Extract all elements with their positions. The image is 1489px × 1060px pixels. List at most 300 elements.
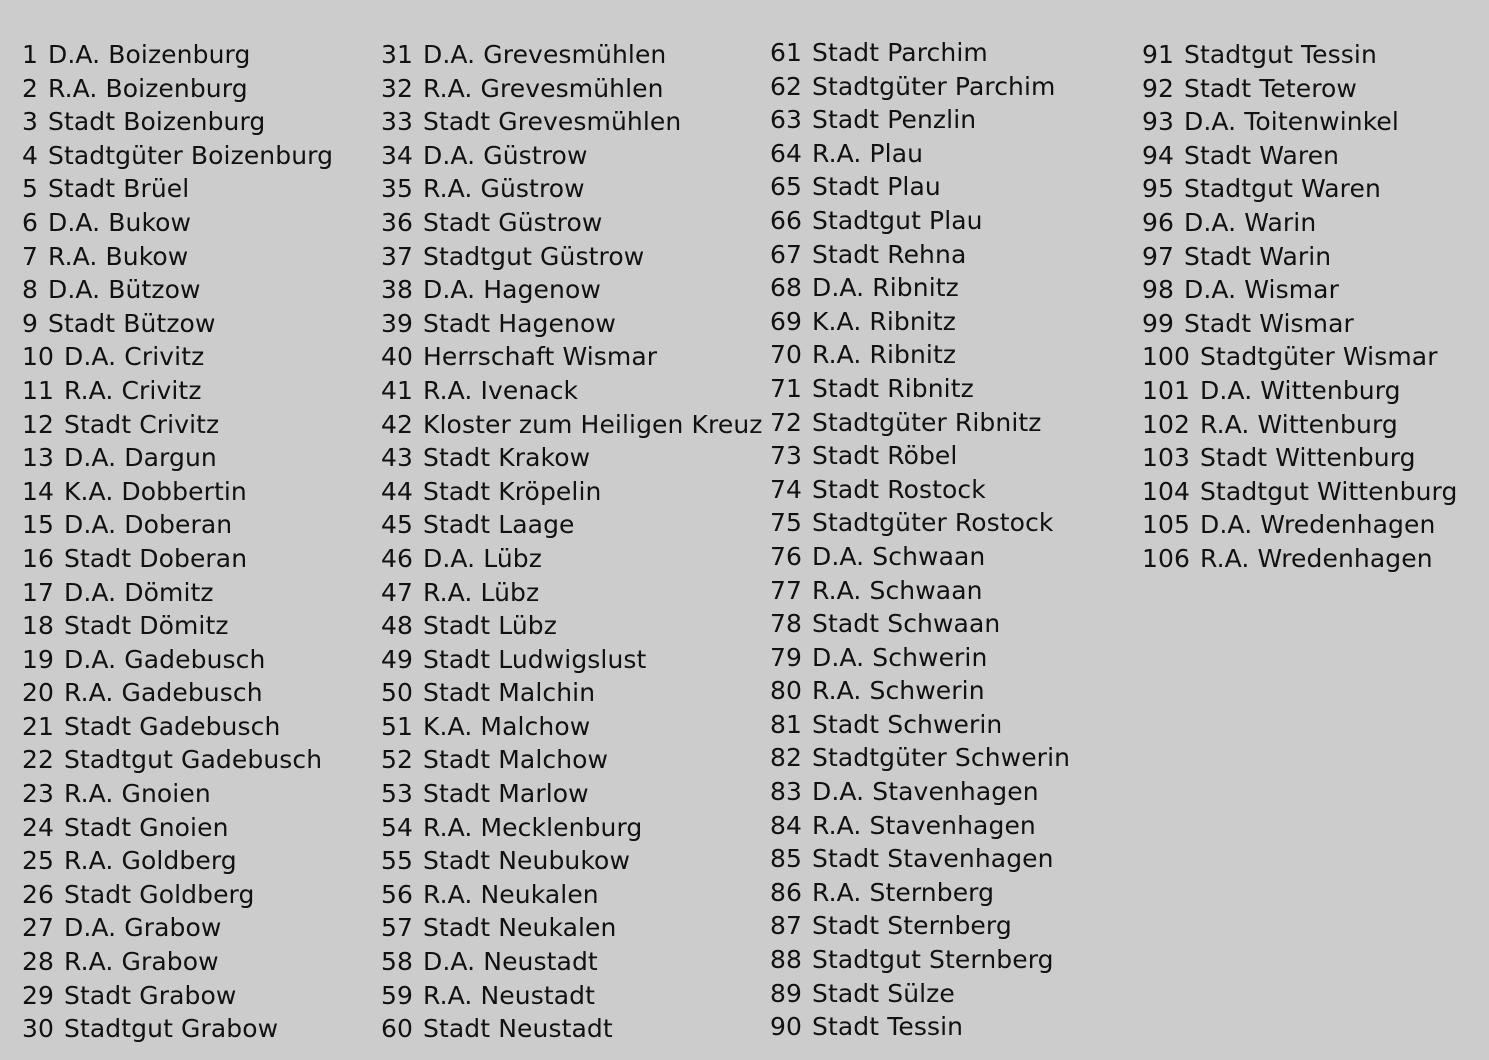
entry-name: Stadt Ribnitz [812, 373, 974, 403]
entry-number: 66 [770, 205, 803, 235]
entry-number: 92 [1142, 73, 1175, 103]
entry-number: 101 [1142, 375, 1191, 405]
entry-number: 29 [22, 980, 55, 1010]
entry-name: R.A. Grabow [64, 947, 219, 977]
legend-entry [381, 172, 762, 206]
legend-entry [770, 36, 1070, 70]
legend-entry [770, 506, 1070, 540]
legend-entry [770, 842, 1070, 876]
legend-entry [770, 1010, 1070, 1044]
entry-name: Kloster zum Heiligen Kreuz [423, 409, 763, 439]
legend-entry [770, 674, 1070, 708]
legend-entry [770, 641, 1070, 675]
entry-number: 86 [770, 877, 803, 907]
entry-number: 91 [1142, 40, 1175, 69]
legend-entry [22, 139, 333, 173]
entry-name: R.A. Boizenburg [48, 73, 248, 103]
entry-number: 83 [770, 777, 803, 807]
entry-name: Stadt Rehna [812, 239, 967, 269]
entry-number: 18 [22, 611, 55, 641]
entry-name: D.A. Wredenhagen [1200, 510, 1436, 540]
legend-entry [381, 139, 762, 173]
entry-name: R.A. Ribnitz [812, 340, 957, 370]
entry-name: Stadt Rostock [812, 474, 986, 504]
entry-name: D.A. Crivitz [64, 342, 205, 372]
entry-number: 103 [1142, 443, 1191, 473]
entry-name: Stadt Güstrow [423, 207, 603, 237]
entry-name: Stadt Brüel [48, 174, 190, 204]
entry-number: 7 [22, 241, 39, 271]
entry-number: 102 [1142, 409, 1191, 439]
entry-number: 34 [381, 140, 414, 170]
entry-number: 97 [1142, 241, 1175, 271]
entry-name: R.A. Grevesmühlen [423, 73, 664, 103]
entry-name: Stadtgut Wittenburg [1200, 476, 1458, 506]
entry-name: Stadt Tessin [812, 1012, 964, 1042]
entry-name: K.A. Ribnitz [812, 306, 957, 336]
entry-number: 5 [22, 174, 39, 204]
entry-number: 50 [381, 678, 414, 708]
entry-name: K.A. Dobbertin [64, 476, 247, 506]
entry-name: Stadt Sülze [812, 978, 955, 1008]
entry-name: D.A. Wittenburg [1200, 375, 1401, 405]
entry-number: 21 [22, 711, 55, 741]
legend-entry [770, 305, 1070, 339]
entry-name: Stadt Malchow [423, 745, 609, 775]
legend-entry [381, 475, 762, 509]
entry-number: 45 [381, 510, 414, 540]
entry-name: K.A. Malchow [423, 711, 591, 741]
entry-name: Stadtgüter Ribnitz [812, 407, 1042, 437]
legend-entry [381, 609, 762, 643]
entry-number: 63 [770, 105, 803, 135]
legend-entry [22, 72, 333, 106]
legend-entry [22, 206, 333, 240]
legend-entry [22, 811, 333, 845]
legend-column-2 [381, 38, 762, 1046]
legend-entry [22, 105, 333, 139]
entry-name: Stadt Schwaan [812, 609, 1001, 639]
entry-number: 6 [22, 207, 39, 237]
legend-entry [381, 710, 762, 744]
legend-entry [381, 945, 762, 979]
entry-name: Stadt Penzlin [812, 105, 977, 135]
entry-number: 55 [381, 846, 414, 876]
legend-entry [381, 72, 762, 106]
entry-number: 26 [22, 879, 55, 909]
entry-number: 99 [1142, 308, 1175, 338]
legend-entry [1142, 441, 1457, 475]
entry-name: R.A. Plau [812, 138, 924, 168]
entry-name: D.A. Grabow [64, 913, 222, 943]
entry-name: D.A. Bützow [48, 275, 201, 305]
legend-entry [381, 307, 762, 341]
legend-entry [22, 945, 333, 979]
entry-number: 19 [22, 644, 55, 674]
entry-number: 3 [22, 107, 39, 137]
legend-entry [22, 340, 333, 374]
entry-number: 33 [381, 107, 414, 137]
legend-entry [1142, 105, 1457, 139]
entry-number: 51 [381, 711, 414, 741]
entry-name: Stadt Plau [812, 172, 941, 202]
legend-entry [770, 439, 1070, 473]
entry-name: Stadt Krakow [423, 443, 591, 473]
entry-name: D.A. Doberan [64, 510, 233, 540]
entry-name: D.A. Wismar [1184, 275, 1339, 305]
entry-name: R.A. Lübz [423, 577, 540, 607]
entry-number: 68 [770, 273, 803, 303]
legend-entry [770, 338, 1070, 372]
entry-name: Stadtgut Plau [812, 205, 983, 235]
legend-entry [381, 240, 762, 274]
legend-entry [381, 105, 762, 139]
entry-number: 52 [381, 745, 414, 775]
legend-entry [770, 977, 1070, 1011]
legend-entry [770, 876, 1070, 910]
entry-name: Stadt Neustadt [423, 1014, 613, 1044]
entry-number: 35 [381, 174, 414, 204]
legend-entry [381, 340, 762, 374]
entry-name: Stadt Warin [1184, 241, 1332, 271]
legend-entry [770, 473, 1070, 507]
entry-name: D.A. Dömitz [64, 577, 214, 607]
legend-entry [381, 878, 762, 912]
entry-name: Stadt Doberan [64, 543, 248, 573]
entry-name: Stadt Wismar [1184, 308, 1354, 338]
entry-name: R.A. Neukalen [423, 879, 599, 909]
entry-number: 38 [381, 275, 414, 305]
legend-entry [770, 406, 1070, 440]
entry-number: 84 [770, 810, 803, 840]
legend-entry [770, 170, 1070, 204]
legend-entry [381, 911, 762, 945]
entry-name: D.A. Boizenburg [48, 40, 251, 69]
entry-number: 79 [770, 642, 803, 672]
legend-entry [1142, 542, 1457, 576]
entry-name: Stadt Lübz [423, 611, 557, 641]
entry-name: R.A. Neustadt [423, 980, 596, 1010]
entry-name: R.A. Crivitz [64, 375, 202, 405]
legend-entry [22, 777, 333, 811]
legend-entry [22, 475, 333, 509]
entry-name: R.A. Mecklenburg [423, 812, 643, 842]
legend-entry [381, 811, 762, 845]
entry-name: R.A. Ivenack [423, 375, 579, 405]
entry-number: 62 [770, 71, 803, 101]
entry-number: 78 [770, 609, 803, 639]
entry-name: Stadt Crivitz [64, 409, 220, 439]
legend-entry [22, 609, 333, 643]
legend-column-4 [1142, 38, 1457, 576]
legend-entry [22, 576, 333, 610]
legend-entry [22, 172, 333, 206]
entry-name: Stadt Goldberg [64, 879, 255, 909]
entry-number: 48 [381, 611, 414, 641]
entry-number: 15 [22, 510, 55, 540]
legend-entry [770, 137, 1070, 171]
entry-name: Stadtgut Güstrow [423, 241, 645, 271]
legend-entry [770, 271, 1070, 305]
legend-entry [770, 775, 1070, 809]
legend-entry [381, 441, 762, 475]
entry-name: R.A. Schwerin [812, 676, 985, 706]
entry-number: 31 [381, 40, 414, 69]
entry-name: Stadt Parchim [812, 38, 988, 67]
entry-name: Stadt Schwerin [812, 709, 1003, 739]
legend-entry [22, 374, 333, 408]
legend-entry [22, 408, 333, 442]
legend-entry [381, 38, 762, 72]
legend-column-3 [770, 36, 1070, 1044]
legend-entry [1142, 340, 1457, 374]
entry-number: 87 [770, 911, 803, 941]
entry-name: R.A. Wittenburg [1200, 409, 1398, 439]
entry-number: 17 [22, 577, 55, 607]
legend-entry [381, 273, 762, 307]
legend-entry [22, 1012, 333, 1046]
entry-name: Stadt Stavenhagen [812, 844, 1054, 874]
entry-name: D.A. Neustadt [423, 947, 598, 977]
entry-name: Stadt Röbel [812, 441, 958, 471]
legend-entry [381, 979, 762, 1013]
entry-number: 71 [770, 373, 803, 403]
entry-number: 89 [770, 978, 803, 1008]
legend-entry [1142, 408, 1457, 442]
entry-number: 76 [770, 541, 803, 571]
legend-entry [22, 743, 333, 777]
entry-number: 81 [770, 709, 803, 739]
entry-number: 27 [22, 913, 55, 943]
legend-entry [1142, 307, 1457, 341]
entry-name: R.A. Gadebusch [64, 678, 263, 708]
entry-name: Stadt Malchin [423, 678, 596, 708]
entry-number: 77 [770, 575, 803, 605]
entry-number: 69 [770, 306, 803, 336]
legend-entry [1142, 72, 1457, 106]
entry-number: 60 [381, 1014, 414, 1044]
legend-entry [22, 38, 333, 72]
legend-entry [381, 1012, 762, 1046]
entry-name: D.A. Schwerin [812, 642, 988, 672]
entry-number: 28 [22, 947, 55, 977]
entry-number: 9 [22, 308, 39, 338]
legend-entry [381, 542, 762, 576]
entry-number: 22 [22, 745, 55, 775]
entry-name: D.A. Bukow [48, 207, 192, 237]
entry-name: Stadt Sternberg [812, 911, 1012, 941]
entry-name: Stadtgut Sternberg [812, 945, 1054, 975]
legend-entry [1142, 475, 1457, 509]
legend-entry [1142, 172, 1457, 206]
legend-column-1 [22, 38, 333, 1046]
legend-entry [22, 643, 333, 677]
entry-number: 73 [770, 441, 803, 471]
legend-entry [22, 878, 333, 912]
entry-name: D.A. Güstrow [423, 140, 588, 170]
entry-number: 25 [22, 846, 55, 876]
entry-number: 82 [770, 743, 803, 773]
entry-name: Stadtgüter Wismar [1200, 342, 1438, 372]
entry-name: R.A. Stavenhagen [812, 810, 1036, 840]
entry-name: R.A. Gnoien [64, 779, 211, 809]
legend-entry [770, 909, 1070, 943]
entry-number: 88 [770, 945, 803, 975]
entry-name: Stadtgüter Schwerin [812, 743, 1071, 773]
entry-number: 43 [381, 443, 414, 473]
entry-name: D.A. Grevesmühlen [423, 40, 667, 69]
legend-entry [381, 374, 762, 408]
legend-entry [22, 979, 333, 1013]
entry-name: D.A. Warin [1184, 207, 1317, 237]
legend-entry [22, 844, 333, 878]
legend-entry [1142, 508, 1457, 542]
entry-number: 58 [381, 947, 414, 977]
entry-number: 12 [22, 409, 55, 439]
entry-name: Stadt Boizenburg [48, 107, 266, 137]
entry-number: 85 [770, 844, 803, 874]
legend-entry [381, 777, 762, 811]
entry-name: Stadtgüter Parchim [812, 71, 1056, 101]
entry-name: D.A. Dargun [64, 443, 217, 473]
entry-name: Stadtgut Tessin [1184, 40, 1377, 69]
entry-name: R.A. Güstrow [423, 174, 585, 204]
entry-number: 105 [1142, 510, 1191, 540]
entry-number: 65 [770, 172, 803, 202]
legend-entry [1142, 139, 1457, 173]
entry-name: Stadtgut Waren [1184, 174, 1381, 204]
entry-name: Stadt Teterow [1184, 73, 1357, 103]
entry-name: Stadt Kröpelin [423, 476, 602, 506]
legend-entry [770, 372, 1070, 406]
entry-name: Stadt Grevesmühlen [423, 107, 682, 137]
legend-entry [770, 574, 1070, 608]
entry-number: 36 [381, 207, 414, 237]
legend-entry [381, 643, 762, 677]
entry-number: 59 [381, 980, 414, 1010]
entry-name: R.A. Goldberg [64, 846, 237, 876]
legend-entry [770, 809, 1070, 843]
entry-name: Stadt Dömitz [64, 611, 229, 641]
entry-number: 20 [22, 678, 55, 708]
entry-name: Stadt Ludwigslust [423, 644, 647, 674]
entry-number: 95 [1142, 174, 1175, 204]
entry-name: Stadtgut Gadebusch [64, 745, 323, 775]
entry-number: 80 [770, 676, 803, 706]
legend-entry [381, 408, 762, 442]
legend-entry [770, 741, 1070, 775]
legend-entry [22, 240, 333, 274]
legend-entry [770, 540, 1070, 574]
entry-name: R.A. Wredenhagen [1200, 543, 1433, 573]
legend-entry [381, 508, 762, 542]
entry-number: 90 [770, 1012, 803, 1042]
legend-entry [381, 743, 762, 777]
legend-entry [770, 103, 1070, 137]
entry-number: 4 [22, 140, 39, 170]
entry-number: 39 [381, 308, 414, 338]
entry-name: D.A. Gadebusch [64, 644, 266, 674]
legend-entry [770, 70, 1070, 104]
entry-name: Stadtgüter Boizenburg [48, 140, 334, 170]
legend-entry [381, 676, 762, 710]
entry-number: 53 [381, 779, 414, 809]
entry-number: 93 [1142, 107, 1175, 137]
entry-number: 106 [1142, 543, 1191, 573]
legend-entry [1142, 374, 1457, 408]
entry-name: Stadt Laage [423, 510, 575, 540]
entry-number: 13 [22, 443, 55, 473]
entry-name: D.A. Ribnitz [812, 273, 959, 303]
entry-number: 30 [22, 1014, 55, 1044]
entry-name: Stadt Waren [1184, 140, 1340, 170]
legend-entry [1142, 240, 1457, 274]
legend-entry [22, 676, 333, 710]
entry-number: 37 [381, 241, 414, 271]
entry-name: R.A. Sternberg [812, 877, 995, 907]
entry-name: Stadt Bützow [48, 308, 216, 338]
entry-number: 44 [381, 476, 414, 506]
entry-name: D.A. Schwaan [812, 541, 986, 571]
entry-number: 47 [381, 577, 414, 607]
entry-name: R.A. Schwaan [812, 575, 983, 605]
entry-number: 23 [22, 779, 55, 809]
entry-name: D.A. Stavenhagen [812, 777, 1039, 807]
legend-entry [770, 204, 1070, 238]
entry-number: 98 [1142, 275, 1175, 305]
entry-number: 94 [1142, 140, 1175, 170]
entry-name: D.A. Hagenow [423, 275, 601, 305]
entry-name: Herrschaft Wismar [423, 342, 658, 372]
entry-name: Stadt Neukalen [423, 913, 617, 943]
entry-number: 2 [22, 73, 39, 103]
legend-entry [770, 238, 1070, 272]
legend-entry [770, 943, 1070, 977]
entry-name: Stadt Gadebusch [64, 711, 281, 741]
entry-number: 41 [381, 375, 414, 405]
legend-entry [1142, 206, 1457, 240]
entry-number: 14 [22, 476, 55, 506]
legend-entry [22, 273, 333, 307]
legend-entry [22, 508, 333, 542]
entry-number: 40 [381, 342, 414, 372]
entry-name: D.A. Toitenwinkel [1184, 107, 1399, 137]
entry-number: 61 [770, 38, 803, 67]
legend-entry [22, 307, 333, 341]
legend-entry [22, 710, 333, 744]
entry-number: 1 [22, 40, 39, 69]
legend-entry [22, 441, 333, 475]
entry-number: 74 [770, 474, 803, 504]
entry-number: 10 [22, 342, 55, 372]
legend-entry [22, 911, 333, 945]
entry-number: 56 [381, 879, 414, 909]
entry-number: 72 [770, 407, 803, 437]
entry-name: Stadt Neubukow [423, 846, 630, 876]
entry-number: 96 [1142, 207, 1175, 237]
entry-number: 57 [381, 913, 414, 943]
entry-name: Stadtgut Grabow [64, 1014, 279, 1044]
entry-number: 46 [381, 543, 414, 573]
entry-name: R.A. Bukow [48, 241, 189, 271]
entry-number: 32 [381, 73, 414, 103]
entry-name: Stadt Gnoien [64, 812, 229, 842]
entry-number: 54 [381, 812, 414, 842]
entry-name: Stadtgüter Rostock [812, 508, 1054, 538]
entry-number: 64 [770, 138, 803, 168]
entry-number: 11 [22, 375, 55, 405]
entry-number: 16 [22, 543, 55, 573]
